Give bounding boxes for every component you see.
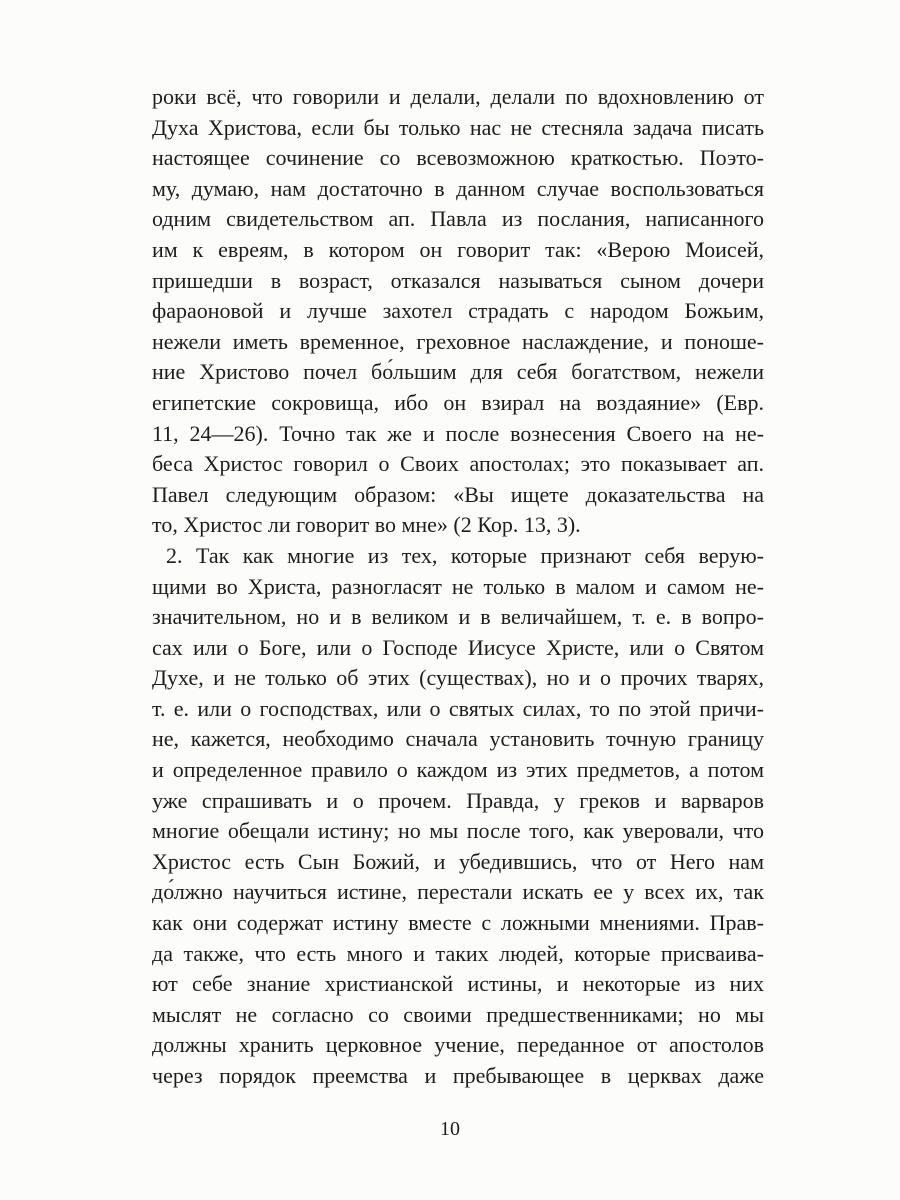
text-line: т. е. или о господствах, или о святых силах, то по этой причи- (152, 695, 764, 721)
text-line: 11, 24—26). Точно так же и после вознесения Своего на не- (152, 420, 764, 446)
page-text-block (152, 82, 764, 1092)
text-line: ние Христово почел бо́льшим для себя богатством, нежели (152, 359, 764, 385)
text-line: уже спрашивать и о прочем. Правда, у греков и варваров (152, 787, 764, 813)
text-line: щими во Христа, разногласят не только в малом и самом не- (152, 573, 764, 599)
text-line: Духа Христова, если бы только нас не стесняла задача писать (152, 114, 764, 140)
text-line: и определенное правило о каждом из этих предметов, а потом (152, 757, 764, 783)
text-line: должны хранить церковное учение, переданное от апостолов (152, 1032, 764, 1058)
paragraph-continuation (152, 82, 764, 541)
text-line: многие обещали истину; но мы после того, как уверовали, что (152, 818, 764, 844)
text-line: Духе, и не только об этих (существах), но и о прочих тварях, (152, 665, 764, 691)
text-line: настоящее сочинение со всевозможною краткостью. Поэто- (152, 145, 764, 171)
text-line: да также, что есть много и таких людей, которые присваива- (152, 940, 764, 966)
text-line: Павел следующим образом: «Вы ищете доказательства на (152, 481, 764, 507)
text-line: то, Христос ли говорит во мне» (2 Кор. 13, 3). (152, 512, 581, 538)
text-line: беса Христос говорил о Своих апостолах; это показывает ап. (152, 451, 764, 477)
page-number: 10 (440, 1118, 460, 1140)
text-line: пришедши в возраст, отказался называться сыном дочери (152, 267, 764, 293)
text-line: им к евреям, в котором он говорит так: «Верою Моисей, (152, 236, 764, 262)
text-line: как они содержат истину вместе с ложными мнениями. Прав- (152, 910, 764, 936)
text-line: египетские сокровища, ибо он взирал на воздаяние» (Евр. (152, 389, 764, 415)
text-line: сах или о Боге, или о Господе Иисусе Христе, или о Святом (152, 634, 764, 660)
paragraph-section-2 (152, 541, 764, 1092)
text-line: значительном, но и в великом и в величайшем, т. е. в вопро- (152, 604, 764, 630)
text-line: роки всё, что говорили и делали, делали по вдохновлению от (152, 84, 764, 109)
text-line: через порядок преемства и пребывающее в церквах даже (152, 1063, 764, 1088)
text-line: мыслят не согласно со своими предшественниками; но мы (152, 1001, 764, 1027)
text-line: му, думаю, нам достаточно в данном случае воспользоваться (152, 175, 764, 201)
text-line: нежели иметь временное, греховное наслаждение, и поноше- (152, 328, 764, 354)
text-line: одним свидетельством ап. Павла из послания, написанного (152, 206, 764, 232)
text-line: не, кажется, необходимо сначала установить точную границу (152, 726, 764, 752)
text-line: до́лжно научиться истине, перестали искать ее у всех их, так (152, 879, 764, 905)
text-line: Христос есть Сын Божий, и убедившись, что от Него нам (152, 848, 764, 874)
text-line: фараоновой и лучше захотел страдать с народом Божьим, (152, 298, 764, 324)
text-line: ют себе знание христианской истины, и некоторые из них (152, 971, 764, 997)
text-line-section-start: 2. Так как многие из тех, которые признают себя верую- (166, 542, 764, 568)
